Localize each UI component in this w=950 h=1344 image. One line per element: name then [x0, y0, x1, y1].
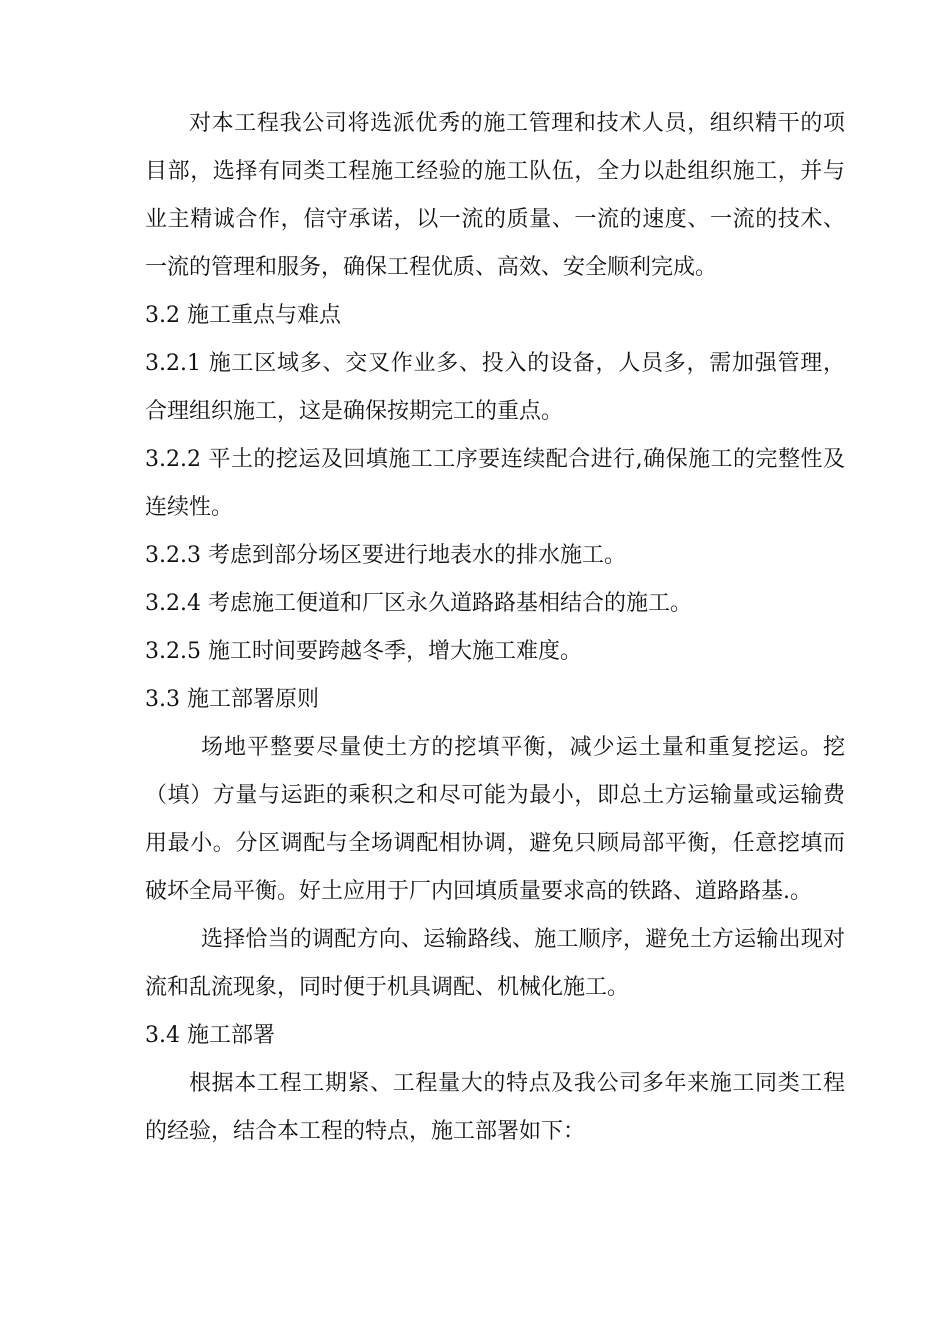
paragraph-deployment: 根据本工程工期紧、工程量大的特点及我公司多年来施工同类工程的经验，结合本工程的特点，施工部署如下：	[145, 1071, 845, 1144]
paragraph-principle-2: 选择恰当的调配方向、运输路线、施工顺序，避免土方运输出现对流和乱流现象，同时便于机具调配、机械化施工。	[145, 927, 845, 1000]
section-heading-3-3: 3.3 施工部署原则	[145, 687, 319, 712]
section-heading-3-4: 3.4 施工部署	[145, 1023, 275, 1048]
paragraph-principle-1: 场地平整要尽量使土方的挖填平衡，减少运土量和重复挖运。挖（填）方量与运距的乘积之和尽可能为最小，即总土方运输量或运输费用最小。分区调配与全场调配相协调，避免只顾局部平衡，任意挖填而破坏全局平衡。好土应用于厂内回填质量要求高的铁路、道路路基.。	[145, 735, 845, 904]
paragraph-intro: 对本工程我公司将选派优秀的施工管理和技术人员，组织精干的项目部，选择有同类工程施工经验的施工队伍，全力以赴组织施工，并与业主精诚合作，信守承诺，以一流的质量、一流的速度、一流的技术、一流的管理和服务，确保工程优质、高效、安全顺利完成。	[145, 111, 845, 280]
item-3-2-4: 3.2.4 考虑施工便道和厂区永久道路路基相结合的施工。	[145, 591, 692, 616]
document-body	[145, 100, 845, 1156]
section-heading-3-2: 3.2 施工重点与难点	[145, 303, 341, 328]
item-3-2-5: 3.2.5 施工时间要跨越冬季，增大施工难度。	[145, 639, 582, 664]
item-3-2-3: 3.2.3 考虑到部分场区要进行地表水的排水施工。	[145, 543, 626, 568]
item-3-2-1: 3.2.1 施工区域多、交叉作业多、投入的设备，人员多，需加强管理，合理组织施工，这是确保按期完工的重点。	[145, 351, 845, 424]
item-3-2-2: 3.2.2 平土的挖运及回填施工工序要连续配合进行,确保施工的完整性及连续性。	[145, 447, 845, 520]
